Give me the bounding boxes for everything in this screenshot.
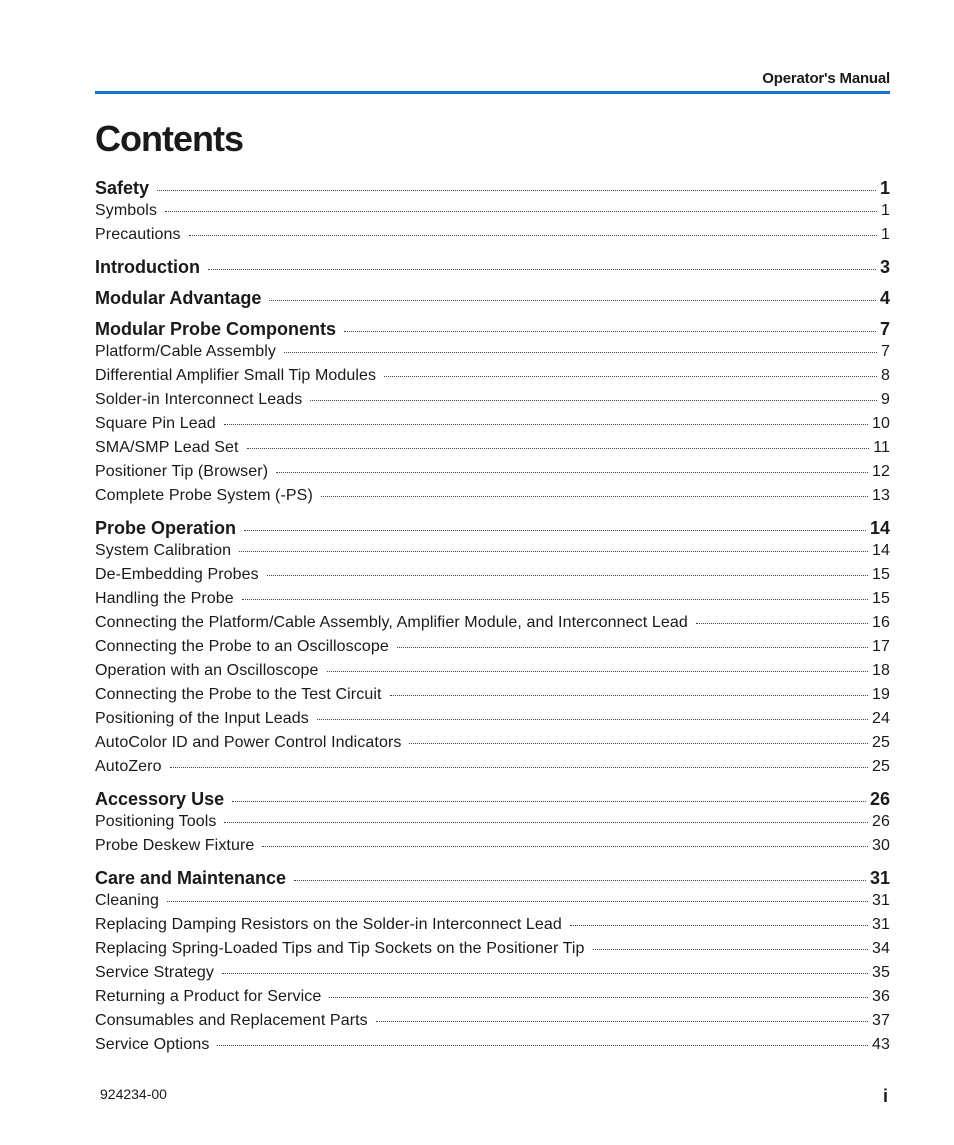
- toc-entry-page: 15: [872, 590, 890, 607]
- toc-section-entry[interactable]: [95, 288, 890, 312]
- toc-entry-page: 15: [872, 566, 890, 583]
- toc-entry-title: Service Options: [95, 1036, 210, 1053]
- toc-dot-leader: [321, 496, 868, 497]
- toc-section-entry[interactable]: [95, 868, 890, 892]
- toc-entry-page: 17: [872, 638, 890, 655]
- toc-subsection-entry[interactable]: [95, 367, 890, 391]
- toc-entry-page: 7: [881, 343, 890, 360]
- toc-dot-leader: [167, 901, 868, 902]
- toc-dot-leader: [310, 400, 877, 401]
- toc-entry-page: 14: [872, 542, 890, 559]
- toc-subsection-entry[interactable]: [95, 614, 890, 638]
- toc-entry-page: 13: [872, 487, 890, 504]
- toc-dot-leader: [317, 719, 868, 720]
- toc-section-entry[interactable]: [95, 789, 890, 813]
- toc-subsection-entry[interactable]: [95, 837, 890, 861]
- toc-entry-page: 37: [872, 1012, 890, 1029]
- toc-entry-title: AutoColor ID and Power Control Indicators: [95, 734, 402, 751]
- toc-subsection-entry[interactable]: [95, 226, 890, 250]
- toc-entry-title: De-Embedding Probes: [95, 566, 259, 583]
- toc-dot-leader: [247, 448, 870, 449]
- toc-entry-title: Differential Amplifier Small Tip Modules: [95, 367, 377, 384]
- toc-section-entry[interactable]: [95, 518, 890, 542]
- toc-subsection-entry[interactable]: [95, 988, 890, 1012]
- toc-dot-leader: [593, 949, 868, 950]
- toc-entry-title: Operation with an Oscilloscope: [95, 662, 319, 679]
- toc-section-entry[interactable]: [95, 257, 890, 281]
- toc-entry-page: 36: [872, 988, 890, 1005]
- toc-entry-page: 31: [869, 868, 890, 888]
- toc-entry-title: Connecting the Probe to an Oscilloscope: [95, 638, 389, 655]
- toc-entry-title: System Calibration: [95, 542, 232, 559]
- toc-dot-leader: [262, 846, 868, 847]
- toc-subsection-entry[interactable]: [95, 415, 890, 439]
- toc-entry-title: Service Strategy: [95, 964, 214, 981]
- toc-entry-title: Modular Advantage: [95, 288, 262, 308]
- toc-dot-leader: [327, 671, 868, 672]
- toc-dot-leader: [276, 472, 868, 473]
- toc-dot-leader: [390, 695, 868, 696]
- toc-subsection-entry[interactable]: [95, 892, 890, 916]
- toc-entry-title: Cleaning: [95, 892, 159, 909]
- toc-dot-leader: [696, 623, 868, 624]
- toc-entry-title: Handling the Probe: [95, 590, 234, 607]
- toc-dot-leader: [329, 997, 868, 998]
- toc-subsection-entry[interactable]: [95, 1036, 890, 1060]
- toc-entry-page: 3: [879, 257, 890, 277]
- toc-entry-page: 12: [872, 463, 890, 480]
- toc-dot-leader: [232, 801, 866, 802]
- toc-dot-leader: [409, 743, 868, 744]
- toc-dot-leader: [242, 599, 868, 600]
- toc-subsection-entry[interactable]: [95, 202, 890, 226]
- toc-entry-page: 30: [872, 837, 890, 854]
- toc-subsection-entry[interactable]: [95, 487, 890, 511]
- toc-subsection-entry[interactable]: [95, 638, 890, 662]
- toc-dot-leader: [376, 1021, 868, 1022]
- toc-entry-title: Replacing Damping Resistors on the Solder-in Interconnect Lead: [95, 916, 562, 933]
- toc-subsection-entry[interactable]: [95, 758, 890, 782]
- header-title: Operator's Manual: [762, 70, 890, 87]
- toc-subsection-entry[interactable]: [95, 566, 890, 590]
- toc-dot-leader: [165, 211, 877, 212]
- toc-entry-title: Safety: [95, 178, 150, 198]
- page-title: Contents: [95, 118, 243, 159]
- toc-entry-title: Accessory Use: [95, 789, 225, 809]
- toc-entry-page: 10: [872, 415, 890, 432]
- toc-entry-title: Symbols: [95, 202, 158, 219]
- toc-entry-page: 9: [881, 391, 890, 408]
- toc-dot-leader: [239, 551, 868, 552]
- toc-dot-leader: [570, 925, 868, 926]
- toc-entry-page: 25: [872, 734, 890, 751]
- toc-dot-leader: [189, 235, 877, 236]
- toc-entry-title: Positioning of the Input Leads: [95, 710, 309, 727]
- toc-entry-page: 34: [872, 940, 890, 957]
- toc-entry-page: 19: [872, 686, 890, 703]
- toc-dot-leader: [170, 767, 868, 768]
- toc-dot-leader: [224, 424, 868, 425]
- toc-entry-title: Care and Maintenance: [95, 868, 287, 888]
- toc-entry-page: 26: [869, 789, 890, 809]
- toc-entry-page: 4: [879, 288, 890, 308]
- page-number: i: [882, 1086, 888, 1106]
- toc-entry-title: Replacing Spring-Loaded Tips and Tip Sockets on the Positioner Tip: [95, 940, 585, 957]
- toc-entry-page: 18: [872, 662, 890, 679]
- toc-entry-page: 16: [872, 614, 890, 631]
- toc-section-entry[interactable]: [95, 319, 890, 343]
- toc-entry-title: Precautions: [95, 226, 181, 243]
- toc-subsection-entry[interactable]: [95, 590, 890, 614]
- toc-dot-leader: [222, 973, 868, 974]
- toc-subsection-entry[interactable]: [95, 734, 890, 758]
- toc-entry-title: AutoZero: [95, 758, 162, 775]
- document-number: 924234-00: [100, 1086, 167, 1102]
- toc-dot-leader: [284, 352, 877, 353]
- toc-dot-leader: [397, 647, 868, 648]
- toc-subsection-entry[interactable]: [95, 940, 890, 964]
- toc-entry-page: 1: [881, 226, 890, 243]
- toc-subsection-entry[interactable]: [95, 542, 890, 566]
- toc-dot-leader: [224, 822, 868, 823]
- toc-entry-page: 14: [869, 518, 890, 538]
- toc-subsection-entry[interactable]: [95, 710, 890, 734]
- toc-entry-page: 24: [872, 710, 890, 727]
- toc-subsection-entry[interactable]: [95, 463, 890, 487]
- toc-entry-page: 31: [872, 892, 890, 909]
- toc-dot-leader: [244, 530, 866, 531]
- toc-entry-page: 11: [873, 439, 890, 456]
- toc-dot-leader: [217, 1045, 868, 1046]
- header-rule: [95, 91, 890, 94]
- toc-subsection-entry[interactable]: [95, 686, 890, 710]
- toc-dot-leader: [344, 331, 876, 332]
- toc-dot-leader: [208, 269, 876, 270]
- toc-subsection-entry[interactable]: [95, 1012, 890, 1036]
- toc-subsection-entry[interactable]: [95, 964, 890, 988]
- toc-subsection-entry[interactable]: [95, 813, 890, 837]
- toc-entry-title: Platform/Cable Assembly: [95, 343, 277, 360]
- toc-entry-title: Complete Probe System (-PS): [95, 487, 313, 504]
- toc-entry-page: 1: [881, 202, 890, 219]
- toc-entry-page: 8: [881, 367, 890, 384]
- toc-section-entry[interactable]: [95, 178, 890, 202]
- toc-entry-title: Square Pin Lead: [95, 415, 216, 432]
- toc-entry-page: 1: [879, 178, 890, 198]
- toc-entry-page: 7: [879, 319, 890, 339]
- toc-entry-title: Positioner Tip (Browser): [95, 463, 269, 480]
- toc-entry-page: 26: [872, 813, 890, 830]
- toc-entry-page: 43: [872, 1036, 890, 1053]
- toc-entry-page: 31: [872, 916, 890, 933]
- toc-subsection-entry[interactable]: [95, 439, 890, 463]
- toc-dot-leader: [269, 300, 876, 301]
- toc-entry-title: Consumables and Replacement Parts: [95, 1012, 368, 1029]
- toc-dot-leader: [267, 575, 868, 576]
- toc-subsection-entry[interactable]: [95, 343, 890, 367]
- toc-entry-title: Modular Probe Components: [95, 319, 337, 339]
- toc-entry-title: Positioning Tools: [95, 813, 217, 830]
- toc-entry-title: Connecting the Platform/Cable Assembly, Amplifier Module, and Interconnect Lead: [95, 614, 688, 631]
- toc-subsection-entry[interactable]: [95, 662, 890, 686]
- toc-dot-leader: [384, 376, 877, 377]
- toc-entry-page: 25: [872, 758, 890, 775]
- toc-entry-page: 35: [872, 964, 890, 981]
- table-of-contents: [95, 176, 890, 1060]
- toc-entry-title: SMA/SMP Lead Set: [95, 439, 239, 456]
- toc-subsection-entry[interactable]: [95, 916, 890, 940]
- toc-entry-title: Solder-in Interconnect Leads: [95, 391, 303, 408]
- toc-dot-leader: [157, 190, 876, 191]
- toc-entry-title: Probe Operation: [95, 518, 237, 538]
- toc-subsection-entry[interactable]: [95, 391, 890, 415]
- toc-entry-title: Introduction: [95, 257, 200, 277]
- toc-dot-leader: [294, 880, 866, 881]
- toc-entry-title: Probe Deskew Fixture: [95, 837, 255, 854]
- toc-entry-title: Returning a Product for Service: [95, 988, 322, 1005]
- toc-entry-title: Connecting the Probe to the Test Circuit: [95, 686, 382, 703]
